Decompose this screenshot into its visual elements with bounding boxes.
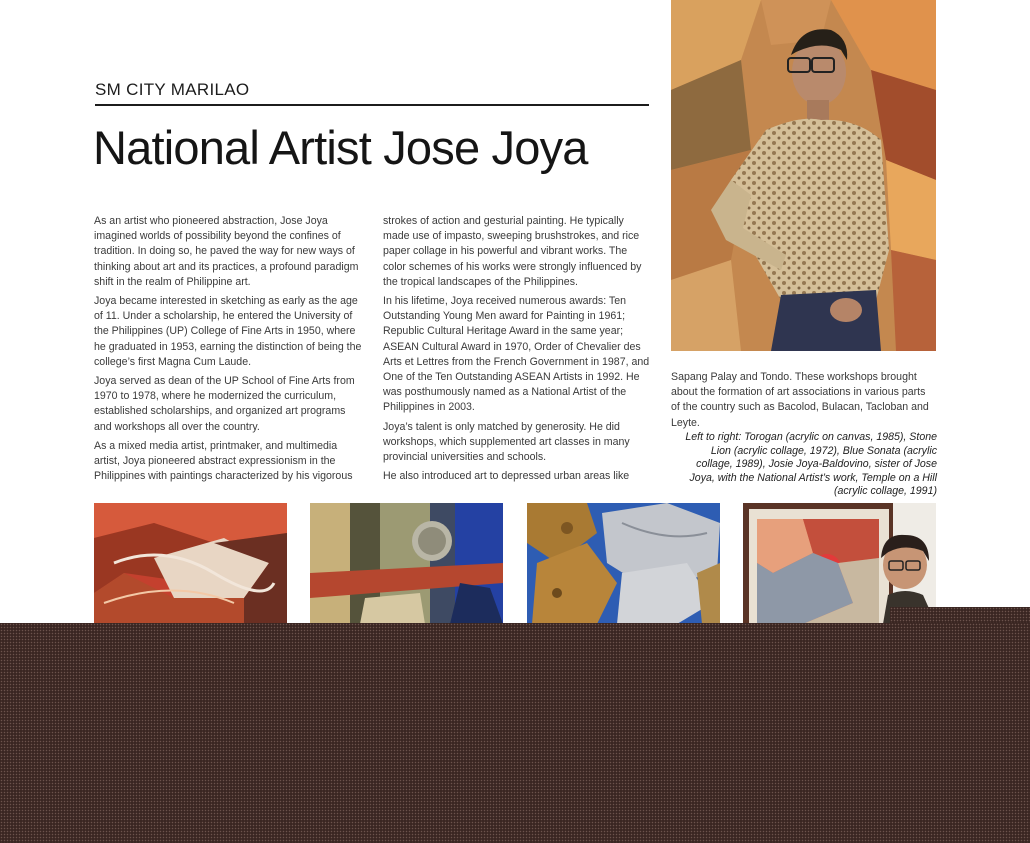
section-kicker: SM CITY MARILAO — [95, 80, 250, 99]
artwork-stone-lion-image — [310, 503, 503, 624]
paragraph: Joya’s talent is only matched by generosity. He did workshops, which supplemented art classes in many provincial universities and schools. — [383, 420, 630, 464]
image-caption: Left to right: Torogan (acrylic on canvas, 1985), Stone Lion (acrylic collage, 1972), Blue Sonata (acrylic collage, 1989), Josie Joya-Baldovino, sister of Jose Joya, with the National Artist’s work, Temple on a Hill (acrylic collage, 1991) — [685, 431, 937, 498]
article-column-2 — [383, 214, 653, 488]
paragraph: As a mixed media artist, printmaker, and multimedia artist, Joya pioneered abstract expressionism in the Philippines with paintings characterized by his vigorous — [94, 439, 353, 483]
dark-overlay-band — [0, 623, 1030, 843]
artwork-blue-sonata-image — [527, 503, 720, 624]
artist-portrait-image — [671, 0, 936, 351]
page-title: National Artist Jose Joya — [93, 121, 588, 174]
paragraph: Joya became interested in sketching as early as the age of 11. Under a scholarship, he entered the University of the Philippines (UP) College of Fine Arts in 1950, where he graduated in 1953, earning the distinction of being the college’s first Magna Cum Laude. — [94, 295, 362, 368]
artwork-temple-on-a-hill-photo — [743, 503, 936, 624]
paragraph: Joya served as dean of the UP School of Fine Arts from 1970 to 1978, where he modernized the curriculum, established scholarships, and organized art programs and workshops all over the country. — [94, 375, 355, 433]
header-rule — [95, 104, 649, 106]
article-column-1 — [94, 214, 364, 488]
dark-overlay-tab — [890, 607, 1030, 624]
paragraph: In his lifetime, Joya received numerous awards: Ten Outstanding Young Men award for Painting in 1961; Republic Cultural Heritage Award in the same year; ASEAN Cultural Award in 1970, Order of Chevalier des Arts et Lettres from the French Government in 1987, and One of the Ten Outstanding ASEAN Artists in 1992. He was posthumously named as a National Artist of the Philippines in 2003. — [383, 295, 650, 414]
paragraph: He also introduced art to depressed urban areas like — [383, 470, 630, 483]
paragraph: As an artist who pioneered abstraction, Jose Joya imagined worlds of possibility beyond the confines of tradition. In doing so, he paved the way for new ways of thinking about art and its practices, a profound paradigm shift in the realm of Philippine art. — [94, 215, 359, 288]
paragraph: Sapang Palay and Tondo. These workshops brought about the formation of art associations in various parts of the country such as Bacolod, Bulacan, Tacloban and Leyte. — [671, 371, 929, 429]
paragraph: strokes of action and gesturial painting. He typically made use of impasto, sweeping brushstrokes, and rice paper collage in his powerful and vibrant works. The color schemes of his works were strongly influenced by the tropical landscapes of the Philippines. — [383, 215, 642, 288]
artwork-torogan-image — [94, 503, 287, 624]
article-column-3 — [671, 370, 937, 435]
